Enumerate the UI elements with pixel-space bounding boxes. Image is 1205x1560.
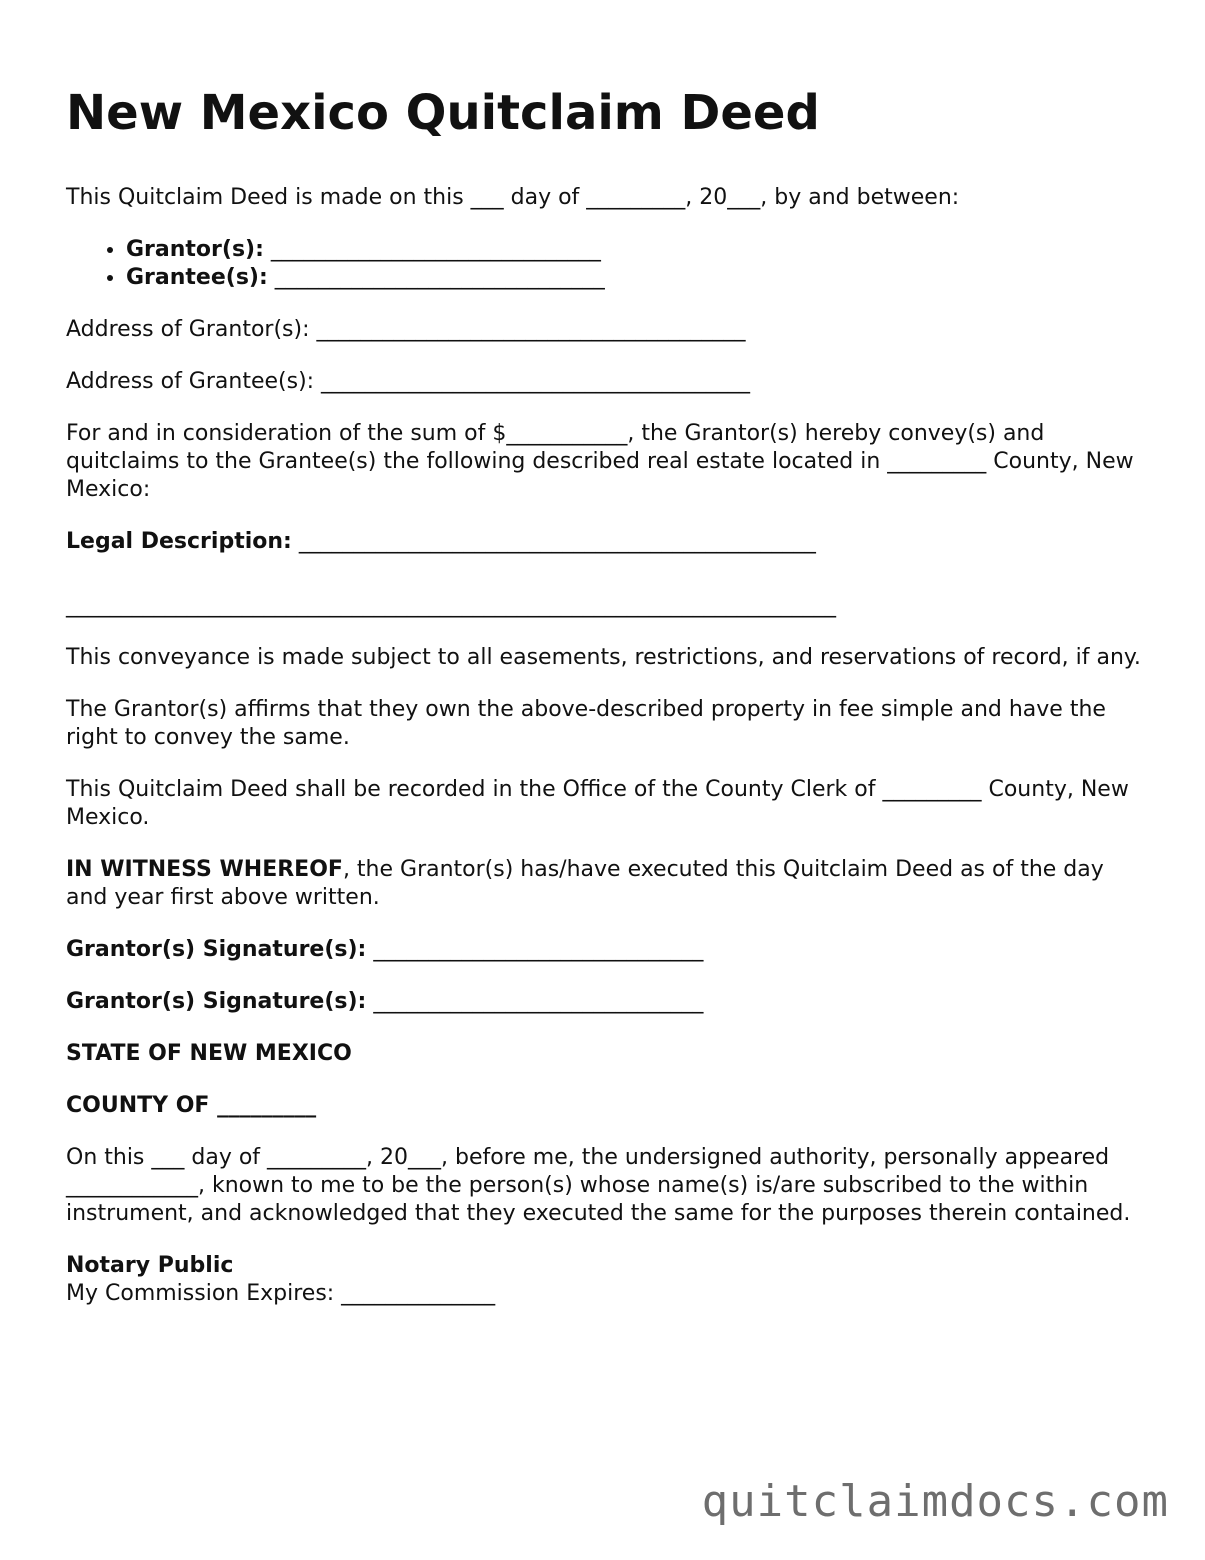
intro-paragraph: This Quitclaim Deed is made on this ___ day of _________, 20___, by and between: (66, 185, 960, 210)
grantee-blank: ______________________________ (267, 265, 605, 290)
county-heading-text: COUNTY OF _________ (66, 1093, 317, 1118)
state-heading-text: STATE OF NEW MEXICO (66, 1041, 352, 1066)
grantor-blank: ______________________________ (263, 237, 601, 262)
grantee-label: Grantee(s): (126, 265, 268, 290)
signature-label-2: Grantor(s) Signature(s): (66, 989, 367, 1014)
recording-paragraph: This Quitclaim Deed shall be recorded in the Office of the County Clerk of _________ County, New Mexico. (66, 777, 1129, 830)
legal-description-label: Legal Description: (66, 529, 292, 554)
legal-description-blank: _______________________________________________ (291, 529, 816, 554)
consideration-paragraph: For and in consideration of the sum of $___________, the Grantor(s) hereby convey(s) and quitclaims to the Grantee(s) the following described real estate located in _________ County, New Mexico: (66, 421, 1134, 502)
witness-rest-text: , the Grantor(s) has/have executed this Quitclaim Deed as of the day and year first above written. (66, 857, 1104, 910)
grantor-label: Grantor(s): (126, 237, 264, 262)
commission-expires-line: My Commission Expires: ______________ (66, 1281, 496, 1306)
grantee-party-item (126, 264, 1146, 292)
legal-description-line (66, 528, 1146, 556)
signature-blank-2: ______________________________ (366, 989, 704, 1014)
address-grantor-line: Address of Grantor(s): _______________________________________ (66, 317, 746, 342)
signature-label-1: Grantor(s) Signature(s): (66, 937, 367, 962)
county-heading (66, 1092, 1146, 1120)
parties-list (66, 236, 1146, 292)
subject-to-paragraph: This conveyance is made subject to all easements, restrictions, and reservations of record, if any. (66, 645, 1141, 670)
grantor-signature-line-1 (66, 936, 1146, 964)
grantor-signature-line-2 (66, 988, 1146, 1016)
notary-block (66, 1252, 1146, 1308)
witness-bold-text: IN WITNESS WHEREOF (66, 857, 343, 882)
page-title: New Mexico Quitclaim Deed (66, 85, 820, 141)
acknowledgment-paragraph: On this ___ day of _________, 20___, before me, the undersigned authority, personally appeared ____________, known to me to be the person(s) whose name(s) is/are subscribed to the within instrument, and acknowledged that they executed the same for the purposes therein contained. (66, 1145, 1131, 1226)
notary-title (66, 1252, 1146, 1280)
affirmation-paragraph: The Grantor(s) affirms that they own the above-described property in fee simple and have the right to convey the same. (66, 697, 1106, 750)
witness-paragraph (66, 856, 1146, 912)
watermark-logo: quitclaimdocs.com (701, 1476, 1169, 1527)
address-grantee-line: Address of Grantee(s): _______________________________________ (66, 369, 751, 394)
deed-document (66, 84, 1146, 1308)
notary-title-text: Notary Public (66, 1253, 234, 1278)
signature-blank-1: ______________________________ (366, 937, 704, 962)
state-heading (66, 1040, 1146, 1068)
grantor-party-item (126, 236, 1146, 264)
legal-description-blank-line: ______________________________________________________________________ (66, 593, 836, 618)
